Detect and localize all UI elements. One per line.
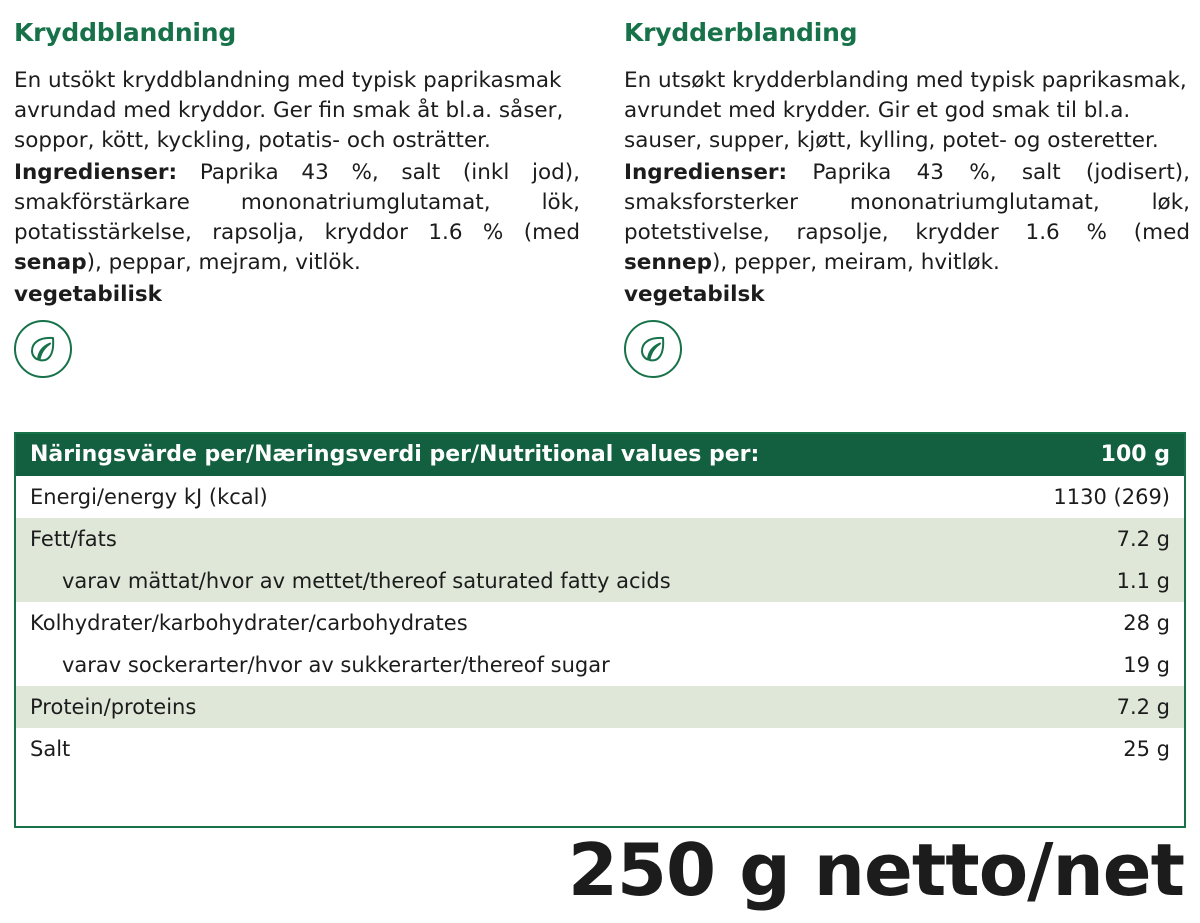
nutrition-row-label: Salt — [30, 737, 71, 761]
ingredients-text-part2-swedish: ), peppar, mejram, vitlök. — [86, 250, 361, 275]
nutrition-row-value: 7.2 g — [1116, 695, 1170, 719]
net-weight: 250 g netto/net — [567, 828, 1184, 912]
nutrition-row-label: Protein/proteins — [30, 695, 197, 719]
table-row — [16, 602, 1184, 644]
allergen-norwegian: sennep — [624, 250, 712, 275]
column-title-norwegian: Krydderblanding — [624, 18, 858, 47]
nutrition-row-value: 19 g — [1123, 653, 1170, 677]
nutrition-row-value: 1130 (269) — [1053, 485, 1170, 509]
nutrition-row-value: 1.1 g — [1116, 569, 1170, 593]
leaf-icon — [14, 320, 72, 378]
nutrition-row-value: 7.2 g — [1116, 527, 1170, 551]
column-swedish — [14, 8, 580, 378]
vegetarian-label-norwegian: vegetabilsk — [624, 282, 765, 307]
nutrition-header-label: Näringsvärde per/Næringsverdi per/Nutritional values per: — [30, 442, 760, 467]
column-norwegian — [624, 8, 1190, 378]
nutrition-table — [14, 432, 1186, 828]
table-row — [16, 728, 1184, 770]
nutrition-row-label: Kolhydrater/karbohydrater/carbohydrates — [30, 611, 468, 635]
nutrition-row-label: varav mättat/hvor av mettet/thereof saturated fatty acids — [62, 569, 671, 593]
nutrition-row-value: 25 g — [1123, 737, 1170, 761]
table-row — [16, 560, 1184, 602]
ingredients-text-part2-norwegian: ), pepper, meiram, hvitløk. — [711, 250, 1000, 275]
nutrition-header-value: 100 g — [1100, 442, 1170, 467]
nutrition-table-header — [16, 434, 1184, 476]
ingredients-label-norwegian: Ingredienser: — [624, 160, 788, 185]
table-row — [16, 476, 1184, 518]
ingredients-norwegian — [624, 158, 1190, 278]
table-row — [16, 686, 1184, 728]
ingredients-swedish — [14, 158, 580, 278]
nutrition-row-value: 28 g — [1123, 611, 1170, 635]
vegetarian-label-swedish: vegetabilisk — [14, 282, 162, 307]
nutrition-row-label: varav sockerarter/hvor av sukkerarter/thereof sugar — [62, 653, 610, 677]
allergen-swedish: senap — [14, 250, 87, 275]
ingredients-text-part1-swedish: Paprika 43 %, salt (inkl jod), smakförstärkare mononatriumglutamat, lök, potatisstärkelse, rapsolja, kryddor 1.6 % (med — [14, 160, 580, 245]
ingredients-text-part1-norwegian: Paprika 43 %, salt (jodisert), smaksforsterker mononatriumglutamat, løk, potetstivelse, rapsolje, krydder 1.6 % (med — [624, 160, 1190, 245]
leaf-icon — [624, 320, 682, 378]
product-description-swedish: En utsökt kryddblandning med typisk paprikasmak avrundad med kryddor. Ger fin smak åt bl.a. såser, soppor, kött, kyckling, potatis- och osträtter. — [14, 68, 564, 153]
table-bottom-spacer — [16, 770, 1184, 826]
nutrition-row-label: Energi/energy kJ (kcal) — [30, 485, 268, 509]
column-title-swedish: Kryddblandning — [14, 18, 237, 47]
language-columns — [0, 0, 1200, 378]
table-row — [16, 518, 1184, 560]
ingredients-label-swedish: Ingredienser: — [14, 160, 178, 185]
table-row — [16, 644, 1184, 686]
nutrition-row-label: Fett/fats — [30, 527, 117, 551]
product-description-norwegian: En utsøkt krydderblanding med typisk paprikasmak, avrundet med krydder. Gir et god smak til bl.a. sauser, supper, kjøtt, kylling, potet- og osteretter. — [624, 68, 1187, 153]
